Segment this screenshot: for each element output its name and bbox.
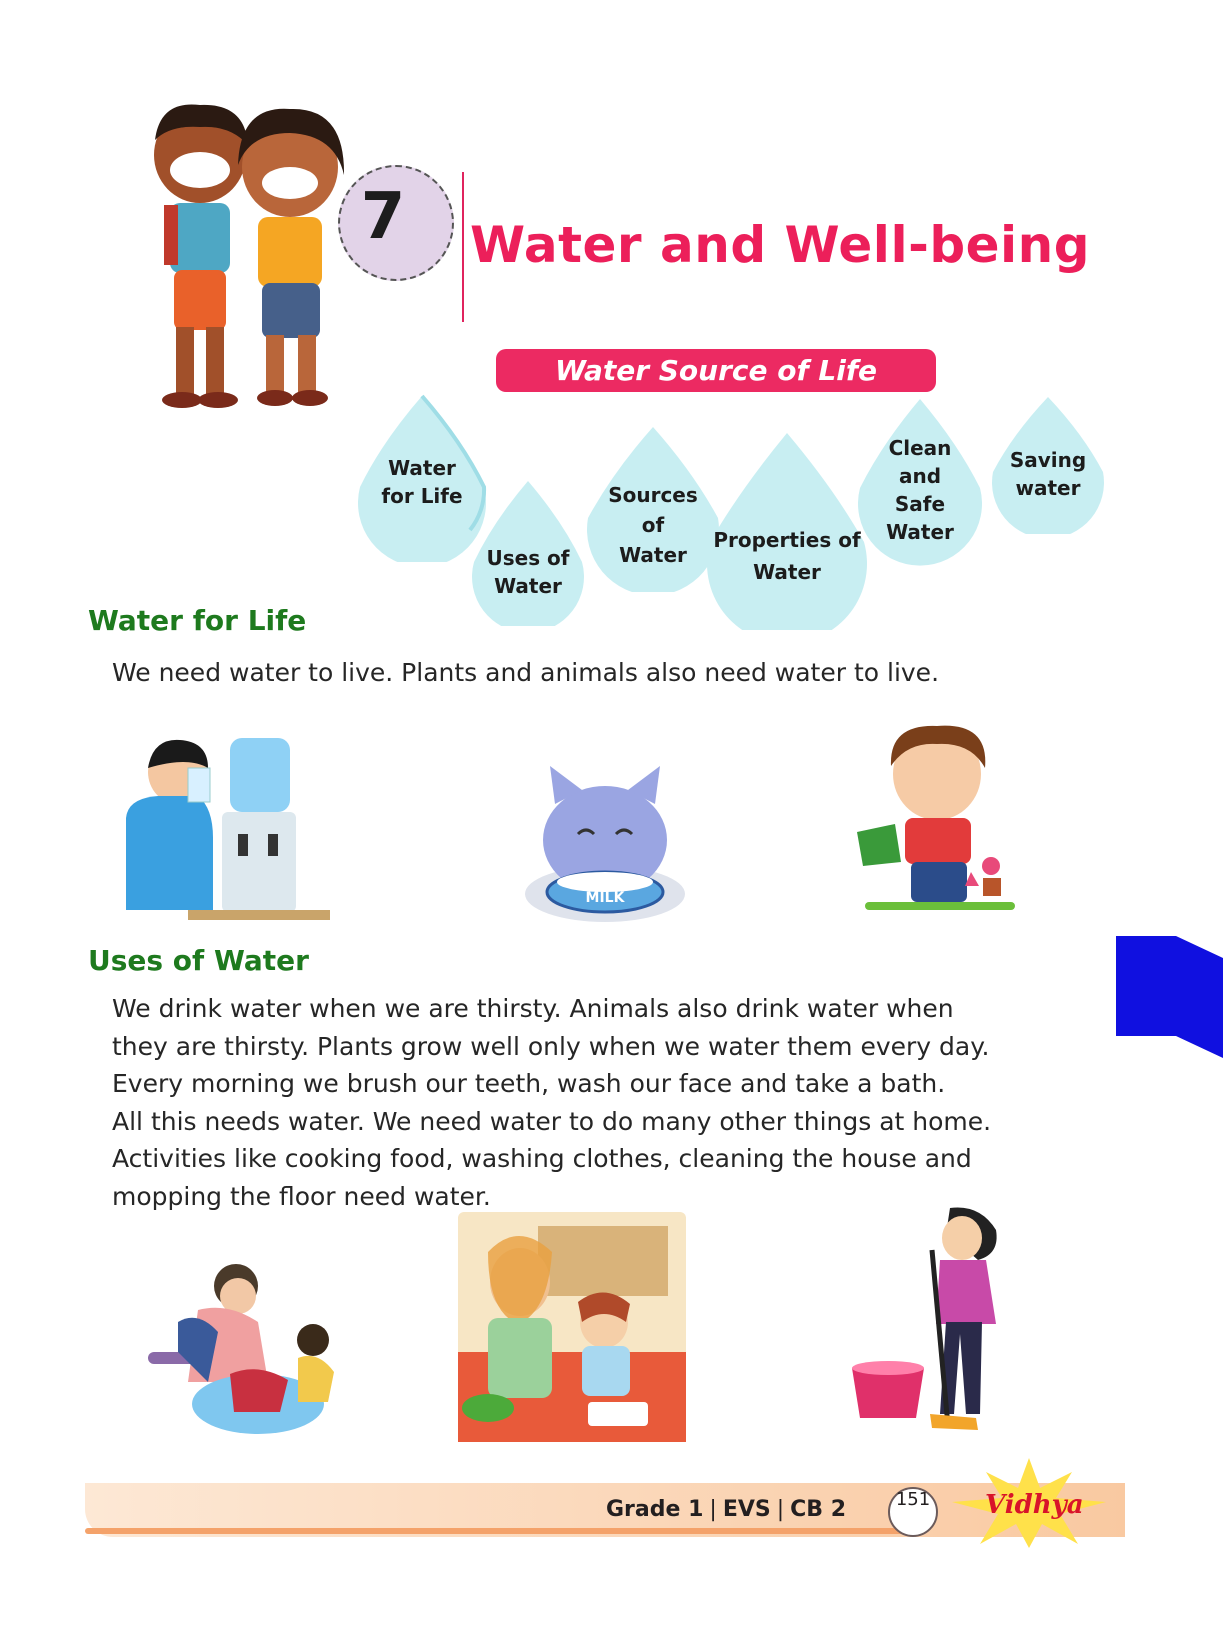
mopping-floor-image [850,1204,1022,1438]
paragraph-line: All this needs water. We need water to do many other things at home. [112,1106,992,1136]
topic-drop-saving-water [985,394,1111,534]
footer-underline [85,1528,915,1534]
footer-separator: | [709,1497,717,1522]
section-heading-water-for-life: Water for Life [88,604,307,637]
topic-drop-properties-of-water [700,430,874,630]
washing-clothes-image [138,1262,350,1452]
vidhya-logo-text: Vidhya [985,1490,1084,1520]
boy-drinking-water-image [118,738,336,928]
topic-banner: Water Source of Life [496,349,936,392]
topic-label-line: water [1015,476,1081,500]
title-divider [462,172,464,322]
topic-label-line: of [641,513,665,537]
topic-label-line: Water [753,560,821,584]
cat-drinking-milk-image [520,764,690,924]
chapter-side-tab [1116,936,1223,1058]
running-kids-illustration [130,95,370,425]
topic-label-line: Uses of [486,546,570,570]
footer-book: CB 2 [790,1497,847,1522]
topic-label-line: Water [494,574,562,598]
section-text-water-for-life [112,654,939,692]
section-text-uses-of-water [112,990,991,1215]
boy-watering-plant-image [855,716,1020,916]
paragraph-line: We drink water when we are thirsty. Animals also drink water when [112,994,954,1023]
topic-label-line: for Life [381,484,463,508]
paragraph-line: they are thirsty. Plants grow well only when we water them every day. [112,1031,990,1061]
topic-label-line: and [898,464,942,488]
paragraph-line: We need water to live. Plants and animals also need water to live. [112,658,940,687]
topic-label-line: Clean [888,436,952,460]
section-heading-uses-of-water: Uses of Water [88,944,309,977]
footer-book-info [606,1497,846,1522]
topic-label-line: Water [619,543,687,567]
footer-grade: Grade 1 [606,1497,704,1522]
paragraph-line: mopping the floor need water. [112,1181,491,1211]
footer-separator: | [776,1497,785,1522]
bowl-label: MILK [585,890,625,906]
chapter-title: Water and Well-being [470,216,1091,274]
topic-label-line: Sources [608,483,698,507]
topic-label-line: Properties of [713,528,861,552]
topic-label-line: Water [886,520,954,544]
paragraph-line: Every morning we brush our teeth, wash our face and take a bath. [112,1069,946,1098]
footer-subject: EVS [722,1497,771,1522]
paragraph-line: Activities like cooking food, washing clothes, cleaning the house and [112,1144,972,1173]
topic-label-line: Safe [894,492,946,516]
topic-drop-uses-of-water [468,478,588,626]
topic-label-line: Water [388,456,456,480]
page-number: 151 [888,1487,938,1537]
topic-drop-clean-and-safe-water [850,396,990,566]
chapter-number: 7 [360,180,406,254]
cooking-food-image [458,1212,686,1442]
topic-label-line: Saving [1009,448,1087,472]
